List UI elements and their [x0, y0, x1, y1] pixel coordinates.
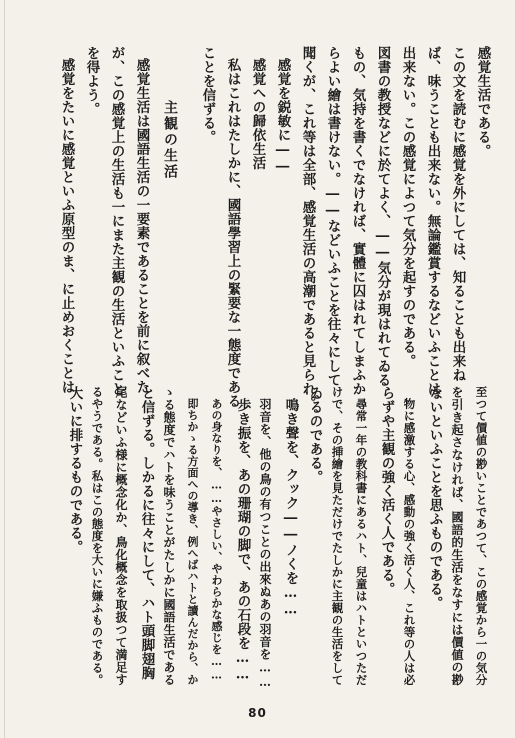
text-column: 尾などいふ様に概念化か、鳥化概念を取扱つて満足す [114, 386, 128, 686]
text-column: ば、味うことも出来ない。無論鑑賞するなどいふことは [424, 46, 441, 396]
text-column: 至つて價値の尠いことであつて、この感覚から一の気分 [474, 386, 489, 686]
text-column: を引き起さなければ、國語的生活をなすには價値の尠 [450, 386, 464, 686]
text-column: 即ちかゝる方面への導き、例へばハトと讀んだから、か [186, 398, 199, 686]
text-column: るやうである。私はこの態度を大いに嫌ふものである。 [90, 386, 105, 686]
text-column: と信ずる。しかるに往々にして、ハト頭脚翅胸 [138, 386, 155, 680]
text-column: もの、気持を書くでなければ、實體に囚はれてしまふか [349, 46, 366, 396]
text-column: 私はこれはたしかに、國語學習上の緊要な一態度である [224, 58, 241, 408]
text-column: 聞くが、これ等は全部、感覚生活の高潮であると見られ。 [299, 46, 316, 410]
text-column: が、この感覚上の生活も一にまた主観の生活といふこと [108, 46, 125, 396]
text-column: ないといふことを思ふものである。 [426, 386, 443, 610]
text-column: ことを信ずる。 [199, 46, 216, 144]
text-column: らよい繪は書けない。――などいふことを往々にして [324, 46, 341, 387]
text-column: この文を読むに感覚を外にしては、知ることも出来ね [449, 46, 466, 382]
text-column: 感覚をたいに感覚といふ原型のま、に止めおくことは [58, 58, 75, 394]
page-number: 80 [248, 706, 267, 720]
text-column: ゐるのである。 [306, 386, 323, 484]
text-column: らずや主観の強く活く人である。 [378, 386, 395, 596]
text-column: 羽音を、他の鳥の有つことの出來ぬあの羽音を…… [258, 398, 272, 690]
page-edge-line [4, 0, 5, 738]
text-column: ゝる態度でハトを味うことがたしかに國語生活である [162, 386, 176, 686]
text-column: あの身なりを、……やさしい、やわらかな感じを…… [210, 398, 223, 682]
text-column: けで、その挿繪を見ただけでたしかに主観の生活をして [330, 386, 345, 686]
text-column: 歩き振を、あの珊瑚の脚で、あの石段を…… [234, 398, 251, 683]
text-column: 出来ない。この感覚によつて気分を起すのである。 [399, 46, 416, 368]
text-column: 大いに排するものである。 [66, 386, 83, 554]
text-column: 尋常一年の教科書にあるハト、兒童はハトといつただ [354, 398, 369, 686]
text-column: を得よう。 [83, 46, 100, 116]
text-column: 図書の教授などに於てよく、――気分が現はれてゐる [374, 46, 391, 387]
text-column: 感覚を鋭敏に―― [274, 58, 291, 175]
text-column: 感覚生活は國語生活の一要素であることを前に叙べた [133, 58, 150, 394]
text-column: 鳴き聲を、クック――ノくを…… [282, 398, 299, 618]
section-heading: 主観の生活 [162, 100, 178, 180]
text-column: 感覚への歸依生活 [249, 58, 266, 170]
text-column: 感覚生活である。 [474, 46, 491, 158]
text-column: 物に感激する心、感動の強く活く人、これ等の人は必 [402, 398, 417, 686]
